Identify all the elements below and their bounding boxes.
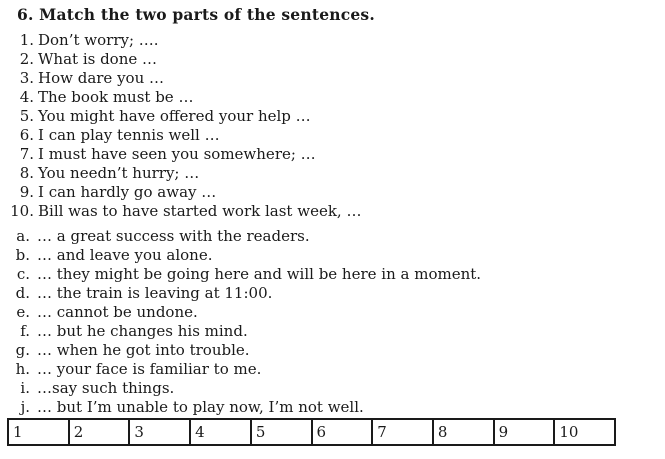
- item-text: How dare you …: [38, 69, 165, 87]
- list-item: [0, 265, 660, 284]
- item-letter: f.: [20, 322, 30, 340]
- sentence-endings-list: [0, 227, 660, 417]
- item-number: 8.: [19, 164, 34, 182]
- list-item: [0, 227, 660, 246]
- item-number: 6.: [19, 126, 34, 144]
- item-text: … but he changes his mind.: [37, 322, 248, 340]
- list-item: [0, 183, 660, 202]
- list-item: [0, 322, 660, 341]
- item-text: … but I’m unable to play now, I’m not well.: [37, 398, 364, 416]
- item-text: I can hardly go away …: [38, 183, 217, 201]
- item-letter: g.: [15, 341, 30, 359]
- list-item: [0, 164, 660, 183]
- list-item: [0, 202, 660, 221]
- answer-cell[interactable]: 1: [13, 423, 23, 441]
- exercise-title: 6. Match the two parts of the sentences.: [17, 5, 375, 24]
- item-number: 4.: [19, 88, 34, 106]
- item-text: What is done …: [38, 50, 158, 68]
- answer-cell[interactable]: 2: [68, 420, 129, 444]
- item-letter: d.: [15, 284, 30, 302]
- list-item: [0, 246, 660, 265]
- item-text: … and leave you alone.: [37, 246, 213, 264]
- item-text: You needn’t hurry; …: [38, 164, 200, 182]
- list-item: [0, 398, 660, 417]
- item-text: Bill was to have started work last week, …: [38, 202, 362, 220]
- item-number: 9.: [19, 183, 34, 201]
- item-letter: h.: [15, 360, 30, 378]
- item-letter: j.: [20, 398, 30, 416]
- list-item: [0, 88, 660, 107]
- list-item: [0, 31, 660, 50]
- list-item: [0, 107, 660, 126]
- item-text: I must have seen you somewhere; …: [38, 145, 316, 163]
- answer-cell[interactable]: 4: [189, 420, 250, 444]
- item-number: 1.: [19, 31, 34, 49]
- list-item: [0, 284, 660, 303]
- answer-table: [7, 418, 616, 446]
- answer-cell[interactable]: 8: [432, 420, 493, 444]
- item-number: 7.: [19, 145, 34, 163]
- answer-cell[interactable]: 5: [250, 420, 311, 444]
- item-text: … the train is leaving at 11:00.: [37, 284, 273, 302]
- answer-cell[interactable]: 10: [553, 420, 614, 444]
- sentence-beginnings-list: [0, 31, 660, 221]
- answer-cell[interactable]: 6: [311, 420, 372, 444]
- item-number: 3.: [19, 69, 34, 87]
- answer-cell[interactable]: 3: [128, 420, 189, 444]
- item-text: … when he got into trouble.: [37, 341, 250, 359]
- answer-cell[interactable]: 9: [493, 420, 554, 444]
- item-text: … cannot be undone.: [37, 303, 198, 321]
- list-item: [0, 379, 660, 398]
- item-letter: b.: [15, 246, 30, 264]
- item-text: I can play tennis well …: [38, 126, 220, 144]
- item-text: You might have offered your help …: [38, 107, 311, 125]
- list-item: [0, 303, 660, 322]
- item-letter: c.: [16, 265, 30, 283]
- item-text: …say such things.: [37, 379, 175, 397]
- item-text: The book must be …: [38, 88, 194, 106]
- item-text: Don’t worry; ….: [38, 31, 159, 49]
- item-text: … your face is familiar to me.: [37, 360, 262, 378]
- item-letter: e.: [16, 303, 30, 321]
- item-number: 5.: [19, 107, 34, 125]
- list-item: [0, 341, 660, 360]
- list-item: [0, 360, 660, 379]
- item-text: … they might be going here and will be here in a moment.: [37, 265, 482, 283]
- answer-cell[interactable]: 7: [371, 420, 432, 444]
- list-item: [0, 145, 660, 164]
- list-item: [0, 50, 660, 69]
- item-number: 10.: [10, 202, 34, 220]
- item-number: 2.: [19, 50, 34, 68]
- list-item: [0, 69, 660, 88]
- item-letter: a.: [16, 227, 30, 245]
- item-text: … a great success with the readers.: [37, 227, 310, 245]
- item-letter: i.: [20, 379, 30, 397]
- list-item: [0, 126, 660, 145]
